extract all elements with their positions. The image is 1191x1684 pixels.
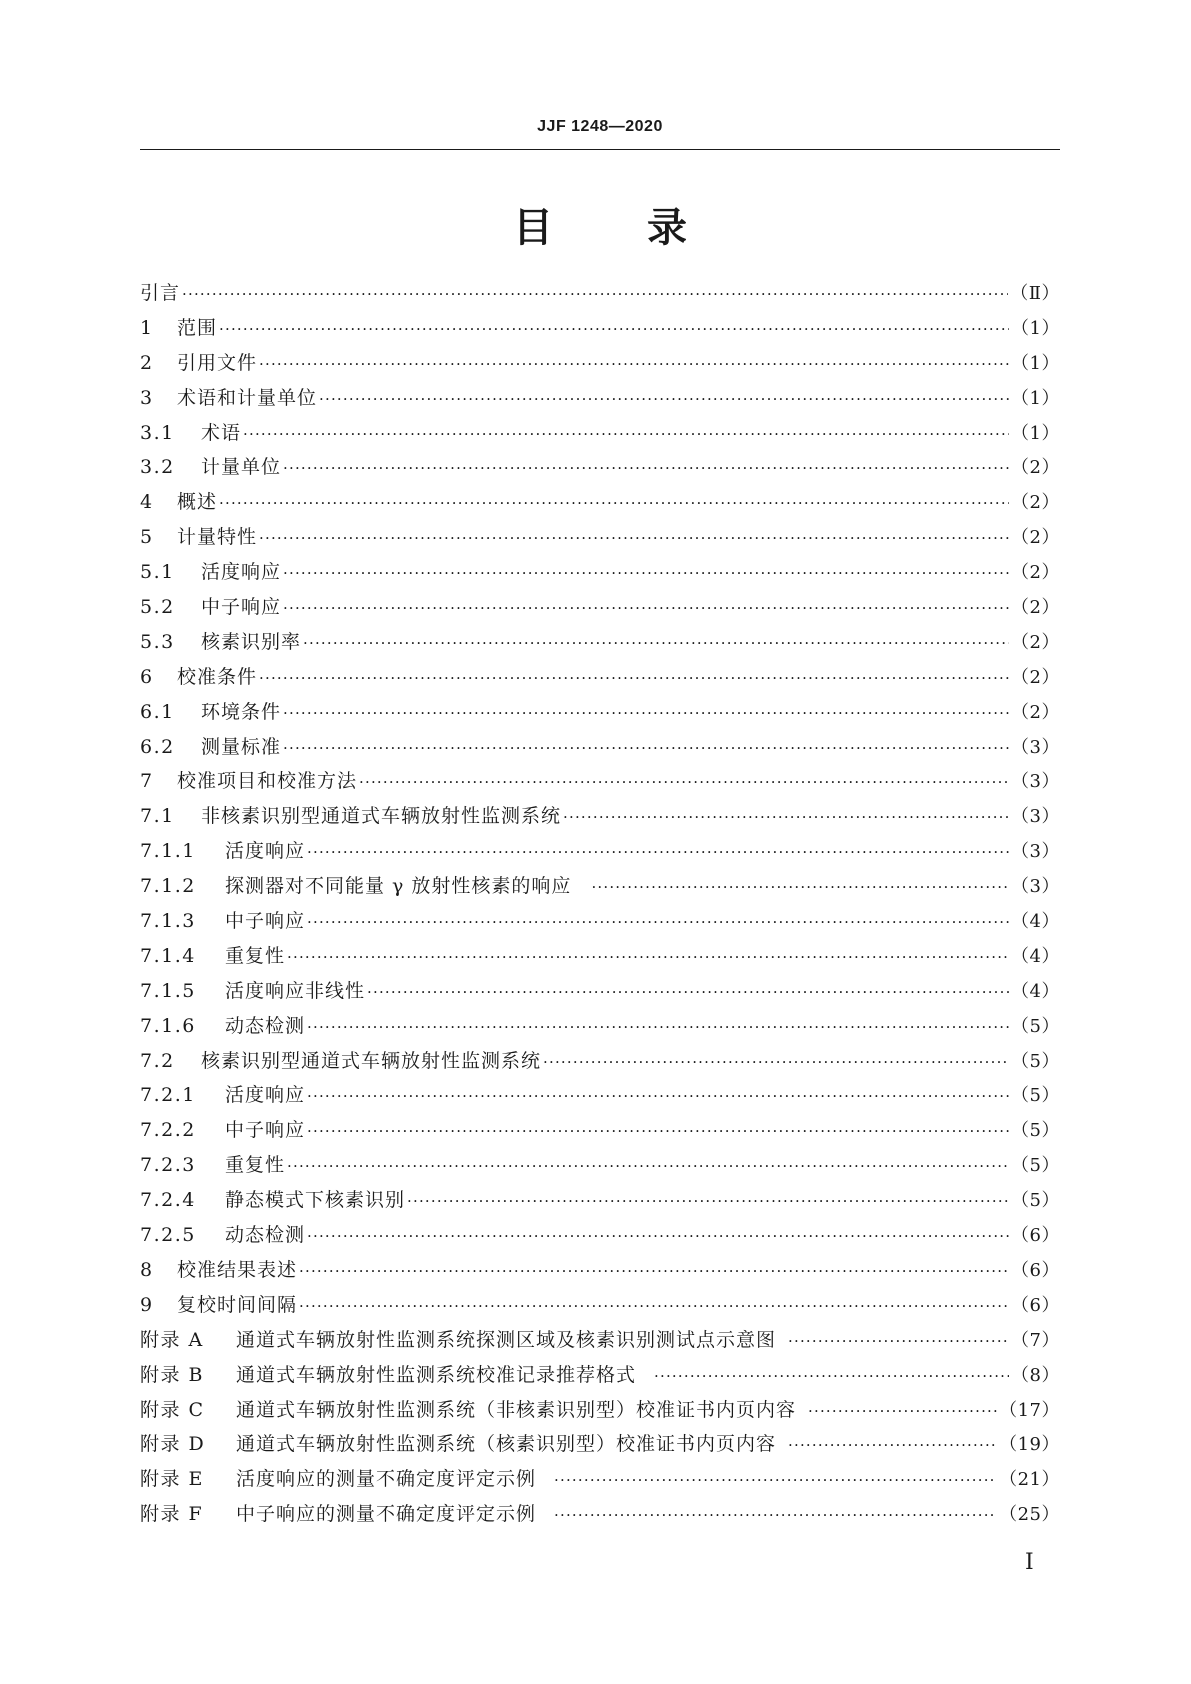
toc-leader-dots	[788, 1324, 1009, 1359]
toc-title: 概述	[177, 491, 218, 514]
toc-entry-5-1[interactable]	[140, 555, 1060, 590]
toc-number: 2	[140, 351, 154, 374]
toc-page-number: （3）	[1011, 841, 1060, 863]
toc-title: 校准项目和校准方法	[177, 770, 358, 793]
toc-entry-7-1[interactable]	[140, 799, 1060, 834]
toc-number: 7.1.3	[140, 910, 196, 933]
toc-page-number: （5）	[1011, 1155, 1060, 1177]
toc-title: 动态检测	[225, 1014, 306, 1037]
toc-leader-dots	[543, 1045, 1009, 1080]
toc-title: 通道式车辆放射性监测系统校准记录推荐格式	[236, 1363, 637, 1386]
toc-entry-7-1-4[interactable]	[140, 939, 1060, 974]
toc-entry-4[interactable]	[140, 485, 1060, 520]
toc-number: 附录 F	[140, 1503, 204, 1526]
toc-number: 附录 A	[140, 1328, 204, 1351]
toc-number: 6	[140, 665, 154, 688]
toc-leader-dots	[319, 382, 1009, 417]
toc-title: 中子响应	[225, 910, 306, 933]
toc-page-number: （25）	[999, 1504, 1060, 1526]
toc-page-number: （3）	[1011, 771, 1060, 793]
toc-leader-dots	[283, 591, 1009, 626]
toc-leader-dots	[554, 1463, 997, 1498]
toc-leader-dots	[359, 765, 1009, 800]
toc-page-number: （3）	[1011, 876, 1060, 898]
toc-title: 活度响应	[225, 1084, 306, 1107]
toc-title: 术语和计量单位	[177, 386, 318, 409]
toc-leader-dots	[299, 1289, 1009, 1324]
toc-number: 7.1.1	[140, 840, 196, 863]
toc-page-number: （21）	[999, 1469, 1060, 1491]
toc-number: 7	[140, 770, 154, 793]
toc-title: 探测器对不同能量 γ 放射性核素的响应	[225, 875, 572, 898]
toc-leader-dots	[283, 731, 1009, 766]
toc-page-number: （1）	[1011, 387, 1060, 409]
toc-title: 重复性	[225, 1154, 286, 1177]
toc-entry-6[interactable]	[140, 660, 1060, 695]
toc-entry-7-2-5[interactable]	[140, 1218, 1060, 1253]
toc-title: 测量标准	[201, 735, 282, 758]
toc-page-number: （6）	[1011, 1294, 1060, 1316]
toc-title: 引用文件	[177, 351, 258, 374]
toc-page-number: （2）	[1011, 597, 1060, 619]
toc-title: 核素识别型通道式车辆放射性监测系统	[201, 1049, 542, 1072]
toc-number: 附录 C	[140, 1398, 205, 1421]
toc-entry-7-2-1[interactable]	[140, 1078, 1060, 1113]
toc-title: 通道式车辆放射性监测系统（非核素识别型）校准证书内页内容	[236, 1398, 797, 1421]
toc-page-number: （1）	[1011, 422, 1060, 444]
toc-page-number: （2）	[1011, 562, 1060, 584]
toc-entry-appendix-f[interactable]	[140, 1497, 1060, 1532]
toc-leader-dots	[788, 1428, 997, 1463]
header-rule	[140, 149, 1060, 150]
toc-page-number: （7）	[1011, 1329, 1060, 1351]
toc-page-number: （2）	[1011, 457, 1060, 479]
toc-leader-dots	[307, 1079, 1009, 1114]
toc-leader-dots	[654, 1359, 1009, 1394]
toc-entry-appendix-b[interactable]	[140, 1358, 1060, 1393]
toc-page-number: （1）	[1011, 317, 1060, 339]
table-of-contents	[140, 276, 1060, 1532]
toc-leader-dots	[287, 940, 1009, 975]
toc-entry-5[interactable]	[140, 520, 1060, 555]
toc-title: 校准结果表述	[177, 1258, 298, 1281]
toc-page-number: （17）	[999, 1399, 1060, 1421]
toc-leader-dots	[554, 1498, 997, 1533]
toc-entry-5-2[interactable]	[140, 590, 1060, 625]
toc-entry-7-1-5[interactable]	[140, 974, 1060, 1009]
toc-entry-7-1-2[interactable]	[140, 869, 1060, 904]
toc-leader-dots	[307, 835, 1009, 870]
toc-number: 7.2.5	[140, 1224, 196, 1247]
toc-title: 活度响应	[201, 561, 282, 584]
toc-number: 7.2.3	[140, 1154, 196, 1177]
toc-page-number: （1）	[1011, 352, 1060, 374]
toc-number: 4	[140, 491, 154, 514]
toc-entry-appendix-e[interactable]	[140, 1462, 1060, 1497]
toc-entry-6-1[interactable]	[140, 695, 1060, 730]
page-title	[140, 196, 1060, 253]
toc-number: 3	[140, 386, 154, 409]
toc-leader-dots	[307, 1114, 1009, 1149]
toc-title: 活度响应的测量不确定度评定示例	[236, 1468, 537, 1491]
toc-number: 5.3	[140, 630, 175, 653]
toc-title: 非核素识别型通道式车辆放射性监测系统	[201, 805, 562, 828]
toc-number: 附录 B	[140, 1363, 205, 1386]
toc-number: 7.1.2	[140, 875, 196, 898]
toc-leader-dots	[219, 312, 1009, 347]
toc-page-number: （2）	[1011, 527, 1060, 549]
toc-page-number: （2）	[1011, 492, 1060, 514]
toc-leader-dots	[307, 905, 1009, 940]
title-char-2: 录	[647, 205, 687, 251]
toc-page-number: （5）	[1011, 1015, 1060, 1037]
toc-number: 7.2.1	[140, 1084, 196, 1107]
toc-entry-3[interactable]	[140, 381, 1060, 416]
toc-title: 引言	[140, 282, 181, 304]
toc-title: 术语	[201, 421, 242, 444]
toc-entry-introduction[interactable]	[140, 276, 1060, 311]
toc-page-number: （4）	[1011, 945, 1060, 967]
toc-title: 计量单位	[201, 456, 282, 479]
toc-leader-dots	[591, 870, 1009, 905]
toc-page-number: （2）	[1011, 631, 1060, 653]
toc-page-number: （3）	[1011, 806, 1060, 828]
document-code-header: JJF 1248—2020	[537, 118, 663, 135]
toc-leader-dots	[259, 521, 1009, 556]
toc-number: 6.1	[140, 700, 175, 723]
toc-leader-dots	[367, 975, 1009, 1010]
toc-leader-dots	[307, 1010, 1009, 1045]
toc-title: 中子响应	[201, 596, 282, 619]
toc-leader-dots	[303, 626, 1009, 661]
toc-leader-dots	[243, 417, 1009, 452]
toc-entry-appendix-d[interactable]	[140, 1427, 1060, 1462]
toc-title: 中子响应	[225, 1119, 306, 1142]
toc-leader-dots	[283, 556, 1009, 591]
toc-number: 6.2	[140, 735, 175, 758]
toc-number: 7.1.6	[140, 1014, 196, 1037]
toc-leader-dots	[283, 696, 1009, 731]
toc-title: 重复性	[225, 944, 286, 967]
toc-title: 核素识别率	[201, 630, 302, 653]
toc-page-number: （5）	[1011, 1050, 1060, 1072]
toc-number: 8	[140, 1258, 154, 1281]
toc-page-number: （5）	[1011, 1085, 1060, 1107]
toc-title: 动态检测	[225, 1224, 306, 1247]
toc-leader-dots	[283, 451, 1009, 486]
toc-number: 5.1	[140, 561, 175, 584]
toc-page-number: （2）	[1011, 701, 1060, 723]
toc-leader-dots	[407, 1184, 1009, 1219]
toc-leader-dots	[182, 277, 1008, 312]
toc-leader-dots	[808, 1394, 997, 1429]
toc-number: 1	[140, 316, 154, 339]
toc-number: 5.2	[140, 596, 175, 619]
toc-title: 活度响应非线性	[225, 979, 366, 1002]
toc-leader-dots	[563, 800, 1009, 835]
toc-leader-dots	[307, 1219, 1009, 1254]
toc-number: 7.2.4	[140, 1189, 196, 1212]
toc-page-number: （19）	[999, 1434, 1060, 1456]
toc-title: 通道式车辆放射性监测系统探测区域及核素识别测试点示意图	[236, 1328, 777, 1351]
toc-page-number: （Ⅱ）	[1010, 283, 1060, 304]
toc-page-number: （3）	[1011, 736, 1060, 758]
toc-page-number: （6）	[1011, 1259, 1060, 1281]
toc-entry-7-1-6[interactable]	[140, 1009, 1060, 1044]
toc-number: 9	[140, 1293, 154, 1316]
toc-title: 复校时间间隔	[177, 1293, 298, 1316]
toc-page-number: （4）	[1011, 911, 1060, 933]
toc-entry-7-2-4[interactable]	[140, 1183, 1060, 1218]
toc-entry-7[interactable]	[140, 764, 1060, 799]
toc-page-number: （5）	[1011, 1190, 1060, 1212]
toc-number: 7.1.4	[140, 944, 196, 967]
toc-entry-appendix-c[interactable]	[140, 1393, 1060, 1428]
toc-title: 校准条件	[177, 665, 258, 688]
toc-entry-appendix-a[interactable]	[140, 1323, 1060, 1358]
toc-leader-dots	[259, 661, 1009, 696]
toc-page-number: （8）	[1011, 1364, 1060, 1386]
toc-entry-6-2[interactable]	[140, 730, 1060, 765]
toc-title: 环境条件	[201, 700, 282, 723]
page-folio: I	[1025, 1550, 1034, 1575]
toc-entry-5-3[interactable]	[140, 625, 1060, 660]
toc-number: 7.2.2	[140, 1119, 196, 1142]
toc-entry-7-1-1[interactable]	[140, 834, 1060, 869]
toc-entry-2[interactable]	[140, 346, 1060, 381]
toc-leader-dots	[287, 1149, 1009, 1184]
toc-title: 范围	[177, 316, 218, 339]
toc-entry-7-2-2[interactable]	[140, 1113, 1060, 1148]
toc-page-number: （4）	[1011, 980, 1060, 1002]
toc-number: 附录 D	[140, 1433, 206, 1456]
toc-entry-7-1-3[interactable]	[140, 904, 1060, 939]
toc-entry-3-1[interactable]	[140, 416, 1060, 451]
toc-number: 3.1	[140, 421, 175, 444]
toc-entry-9[interactable]	[140, 1288, 1060, 1323]
toc-page-number: （5）	[1011, 1120, 1060, 1142]
toc-page-number: （6）	[1011, 1225, 1060, 1247]
toc-number: 5	[140, 526, 154, 549]
toc-title: 计量特性	[177, 526, 258, 549]
toc-title: 通道式车辆放射性监测系统（核素识别型）校准证书内页内容	[236, 1433, 777, 1456]
toc-leader-dots	[259, 347, 1009, 382]
toc-leader-dots	[299, 1254, 1009, 1289]
toc-title: 中子响应的测量不确定度评定示例	[236, 1503, 537, 1526]
toc-number: 附录 E	[140, 1468, 204, 1491]
toc-title: 静态模式下核素识别	[225, 1189, 406, 1212]
title-char-1: 目	[513, 205, 553, 251]
toc-number: 7.1	[140, 805, 175, 828]
toc-entry-1[interactable]	[140, 311, 1060, 346]
toc-entry-8[interactable]	[140, 1253, 1060, 1288]
toc-title: 活度响应	[225, 840, 306, 863]
toc-number: 3.2	[140, 456, 175, 479]
toc-leader-dots	[219, 486, 1009, 521]
toc-number: 7.1.5	[140, 979, 196, 1002]
toc-entry-3-2[interactable]	[140, 450, 1060, 485]
toc-entry-7-2[interactable]	[140, 1044, 1060, 1079]
toc-page-number: （2）	[1011, 666, 1060, 688]
toc-entry-7-2-3[interactable]	[140, 1148, 1060, 1183]
toc-number: 7.2	[140, 1049, 175, 1072]
